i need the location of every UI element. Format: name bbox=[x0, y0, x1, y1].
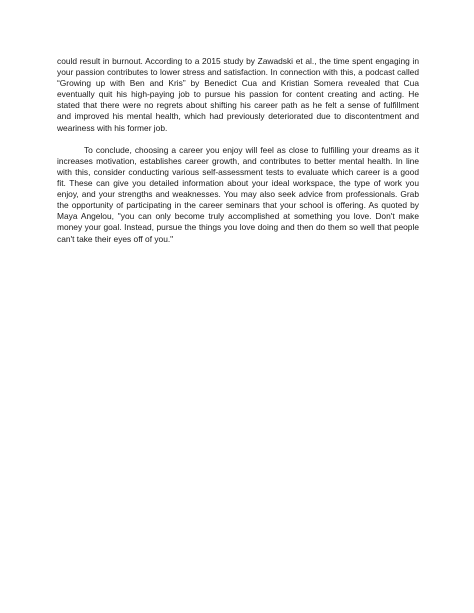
document-body bbox=[57, 56, 419, 245]
paragraph-burnout-passion: could result in burnout. According to a 2015 study by Zawadski et al., the time spent engaging in your passion contributes to lower stress and satisfaction. In connection with this, a podcast called “Growing up with Ben and Kris” by Benedict Cua and Kristian Somera revealed that Cua eventually quit his high-paying job to pursue his passion for content creating and acting. He stated that there were no regrets about shifting his career path as he felt a sense of fulfillment and improved his mental health, which had previously deteriorated due to discontentment and weariness with his former job. bbox=[57, 56, 419, 133]
paragraph-conclusion: To conclude, choosing a career you enjoy will feel as close to fulfilling your dreams as it increases motivation, establishes career growth, and contributes to better mental health. In line with this, consider conducting various self-assessment tests to evaluate which career is a good fit. These can give you detailed information about your ideal workspace, the type of work you enjoy, and your strengths and weaknesses. You may also seek advice from professionals. Grab the opportunity of participating in the career seminars that your school is offering. As quoted by Maya Angelou, "you can only become truly accomplished at something you love. Don't make money your goal. Instead, pursue the things you love doing and then do them so well that people can't take their eyes off of you." bbox=[57, 144, 419, 244]
